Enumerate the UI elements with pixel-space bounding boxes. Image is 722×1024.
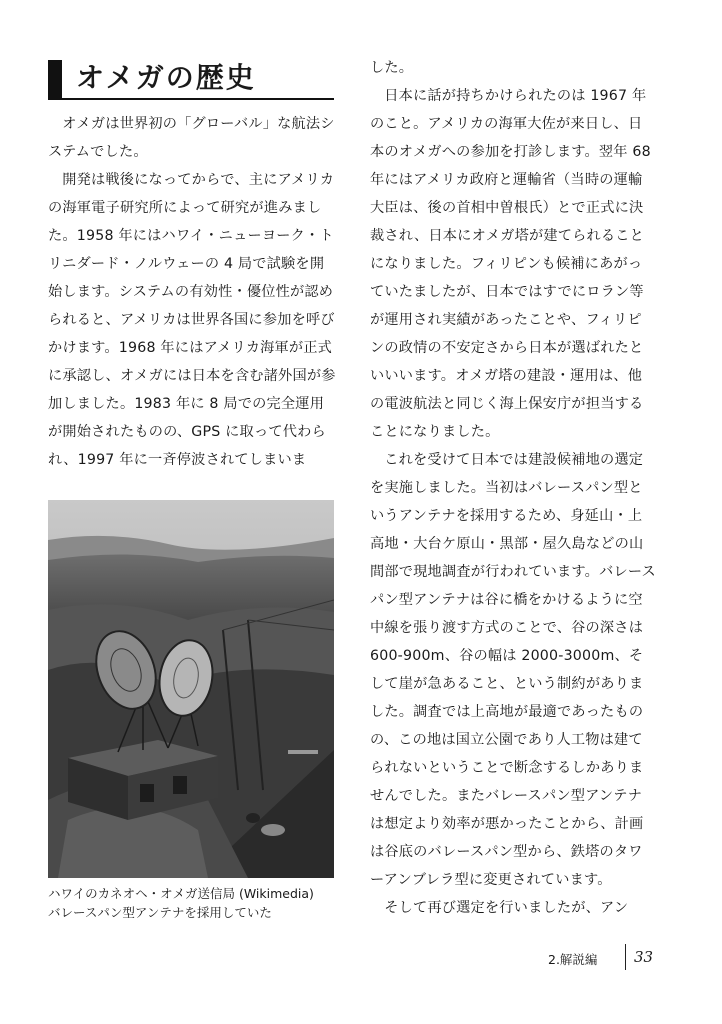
photo-caption <box>48 884 348 922</box>
right-column <box>370 54 656 922</box>
paragraph: 日本に話が持ちかけられたのは 1967 年のこと。アメリカの海軍大佐が来日し、日本のオメガへの参加を打診します。翌年 68 年にはアメリカ政府と運輸省（当時の運輸大臣は、後の首相中曽根氏）とで正式に決裁され、日本にオメガ塔が建てられることになりました。フィリピンも候補にあがっていたましたが、日本ではすでにロラン等が運用され実績があったことや、フィリピンの政情の不安定さから日本が選ばれたといいいます。オメガ塔の建設・運用は、他の電波航法と同じく海上保安庁が担当することになりました。 <box>370 88 651 440</box>
caption-line: バレースパン型アンテナを採用していた <box>48 905 272 920</box>
paragraph: 開発は戦後になってからで、主にアメリカの海軍電子研究所によって研究が進みました。1958 年にはハワイ・ニューヨーク・トリニダード・ノルウェーの 4 局で試験を開始します。システムの有効性・優位性が認められると、アメリカは世界各国に参加を呼びかけます。1968 年にはアメリカ海軍が正式に承認し、オメガには日本を含む諸外国が参加しました。1983 年に 8 局での完全運用が開始されたものの、GPS に取って代わられ、1997 年に一斉停波されてしまいま <box>48 172 336 468</box>
heading-bar <box>48 60 62 100</box>
page-title: オメガの歴史 <box>76 61 256 94</box>
page-number: 33 <box>634 948 654 966</box>
paragraph-continuation: した。 <box>370 60 414 76</box>
footer-divider <box>625 944 626 970</box>
photo-omega-station <box>48 500 334 878</box>
paragraph: オメガは世界初の「グローバル」な航法システムでした。 <box>48 116 335 160</box>
left-column <box>48 110 338 474</box>
caption-line: ハワイのカネオヘ・オメガ送信局 (Wikimedia) <box>48 886 314 901</box>
footer-section-label: 2.解説編 <box>548 952 598 967</box>
heading-underline <box>62 98 334 100</box>
paragraph: これを受けて日本では建設候補地の選定を実施しました。当初はバレースパン型というアンテナを採用するため、身延山・上高地・大台ケ原山・黒部・屋久島などの山間部で現地調査が行われています。バレースパン型アンテナは谷に橋をかけるように空中線を張り渡す方式のことで、谷の深さは 600-900m、谷の幅は 2000-3000m、そして崖が急あること、という制約がありました。調査では上高地が最適であったものの、この地は国立公園であり人工物は建てられないということで断念するしかありませんでした。またバレースパン型アンテナは想定より効率が悪かったことから、計画は谷底のバレースパン型から、鉄塔のタワーアンブレラ型に変更されています。 <box>370 452 656 888</box>
section-heading <box>48 54 334 102</box>
paragraph: そして再び選定を行いましたが、アン <box>384 900 629 916</box>
